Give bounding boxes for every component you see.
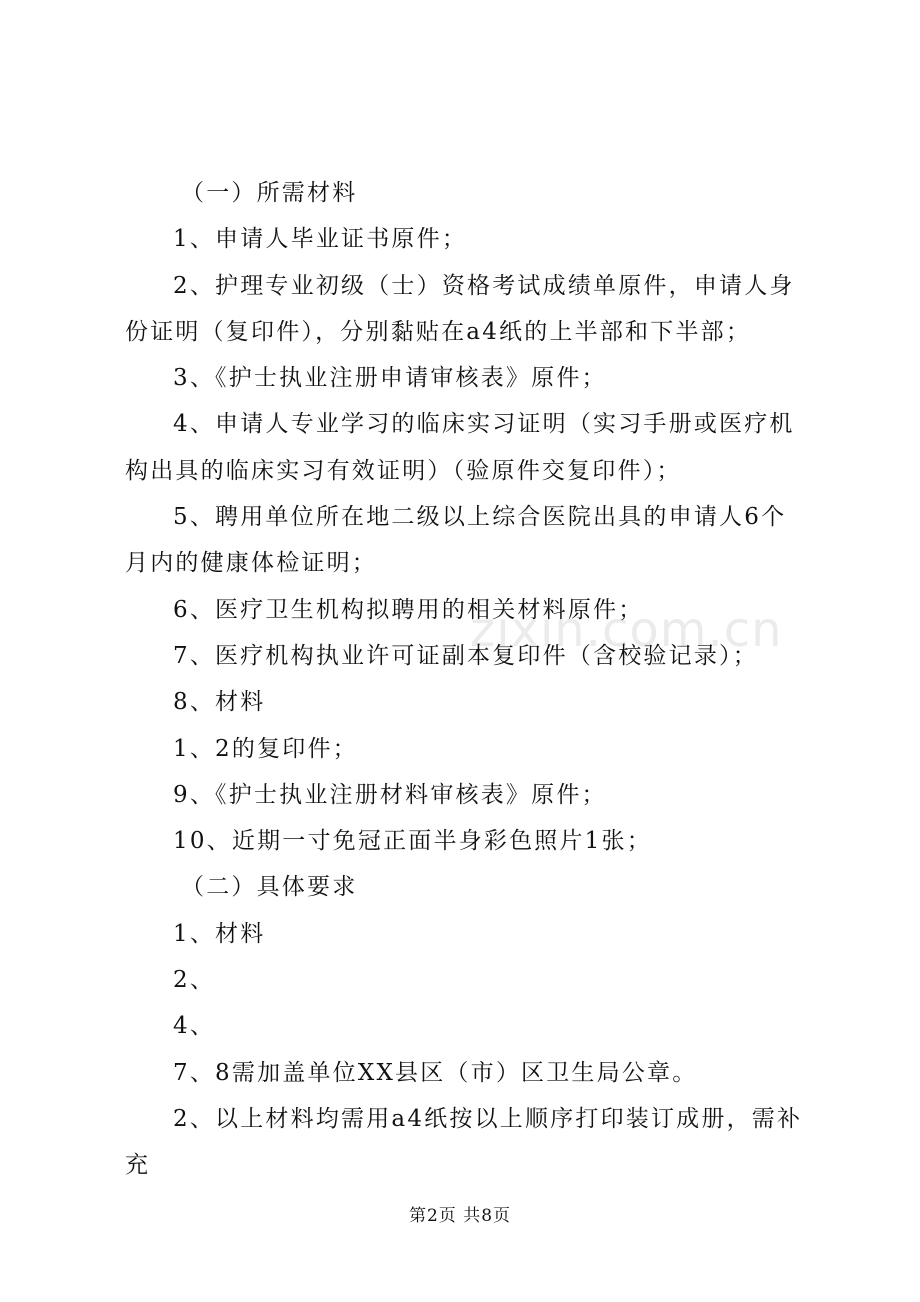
list-item: 9、《护士执业注册材料审核表》原件； <box>173 781 607 808</box>
watermark: zixin.com.cn <box>470 602 783 658</box>
list-item: 1、2的复印件； <box>173 735 358 762</box>
list-item: 2、 <box>173 967 216 994</box>
list-item: 1、材料 <box>173 920 266 947</box>
list-item: 1、申请人毕业证书原件； <box>173 226 468 253</box>
list-item: 3、《护士执业注册申请审核表》原件； <box>173 365 607 392</box>
list-item: 2、护理专业初级（士）资格考试成绩单原件，申请人身份证明（复印件），分别黏贴在a4纸的上半部和下半部； <box>125 272 795 345</box>
section-heading-materials: （一）所需材料 <box>181 180 358 206</box>
list-item: 5、聘用单位所在地二级以上综合医院出具的申请人6个月内的健康体检证明； <box>125 504 787 577</box>
list-item: 6、医疗卫生机构拟聘用的相关材料原件； <box>173 596 644 623</box>
list-item: 4、申请人专业学习的临床实习证明（实习手册或医疗机构出具的临床实习有效证明）（验原件交复印件）； <box>125 411 795 484</box>
list-item: 4、 <box>173 1013 216 1040</box>
list-item: 7、医疗机构执业许可证副本复印件（含校验记录）； <box>173 642 758 669</box>
document-body <box>125 170 805 1189</box>
list-item: 7、8需加盖单位XX县区（市）区卫生局公章。 <box>173 1059 698 1086</box>
list-item: 10、近期一寸免冠正面半身彩色照片1张； <box>173 828 652 855</box>
list-item: 2、以上材料均需用a4纸按以上顺序打印装订成册，需补充 <box>125 1105 803 1179</box>
page-footer: 第2页 共8页 <box>408 1206 512 1226</box>
section-heading-requirements: （二）具体要求 <box>181 874 358 901</box>
list-item: 8、材料 <box>173 689 266 716</box>
